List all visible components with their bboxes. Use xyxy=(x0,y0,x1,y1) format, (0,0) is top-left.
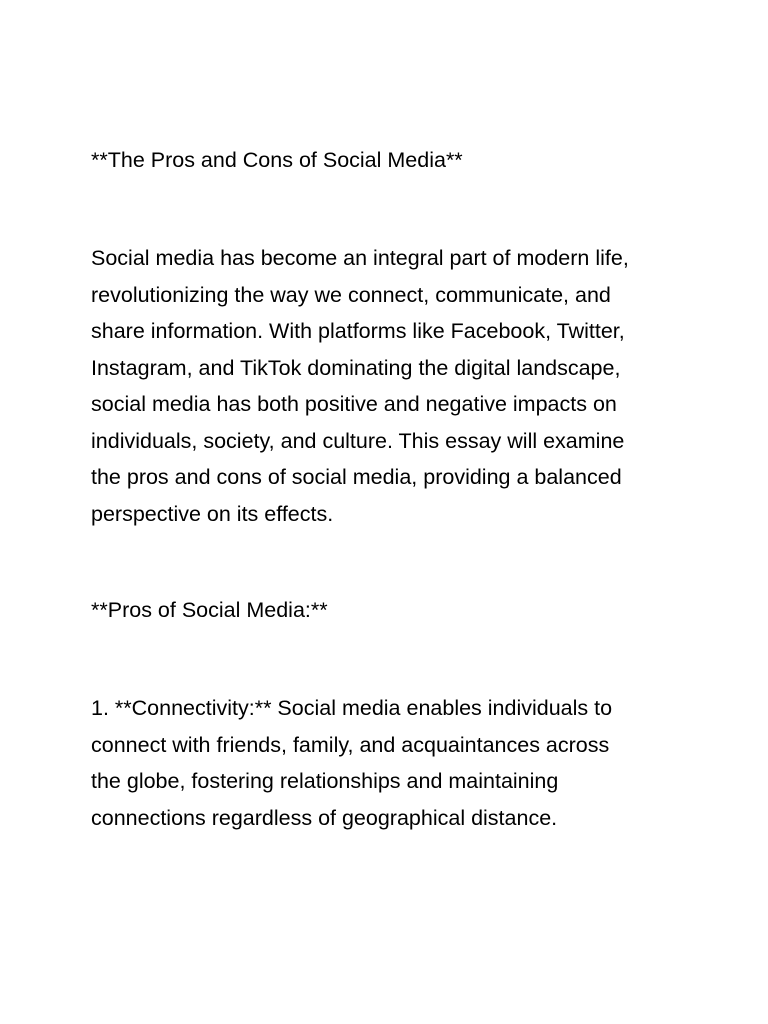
point-line: connect with friends, family, and acquaintances across xyxy=(91,732,610,757)
intro-line: Social media has become an integral part of modern life, xyxy=(91,246,629,270)
point-line: 1. **Connectivity:** Social media enables individuals to xyxy=(91,696,613,720)
document-title: **The Pros and Cons of Social Media** xyxy=(91,148,463,172)
intro-paragraph xyxy=(91,240,731,532)
intro-line: Instagram, and TikTok dominating the digital landscape, xyxy=(91,355,621,380)
intro-line: perspective on its effects. xyxy=(91,501,334,526)
intro-line: the pros and cons of social media, providing a balanced xyxy=(91,465,622,489)
point-line: the globe, fostering relationships and maintaining xyxy=(91,769,559,793)
point-line: connections regardless of geographical distance. xyxy=(91,805,558,830)
point-connectivity xyxy=(91,690,731,836)
intro-line: social media has both positive and negative impacts on xyxy=(91,392,617,416)
intro-line: individuals, society, and culture. This essay will examine xyxy=(91,428,625,453)
intro-line: share information. With platforms like Facebook, Twitter, xyxy=(91,319,625,343)
intro-line: revolutionizing the way we connect, communicate, and xyxy=(91,282,611,307)
pros-heading: **Pros of Social Media:** xyxy=(91,598,328,622)
